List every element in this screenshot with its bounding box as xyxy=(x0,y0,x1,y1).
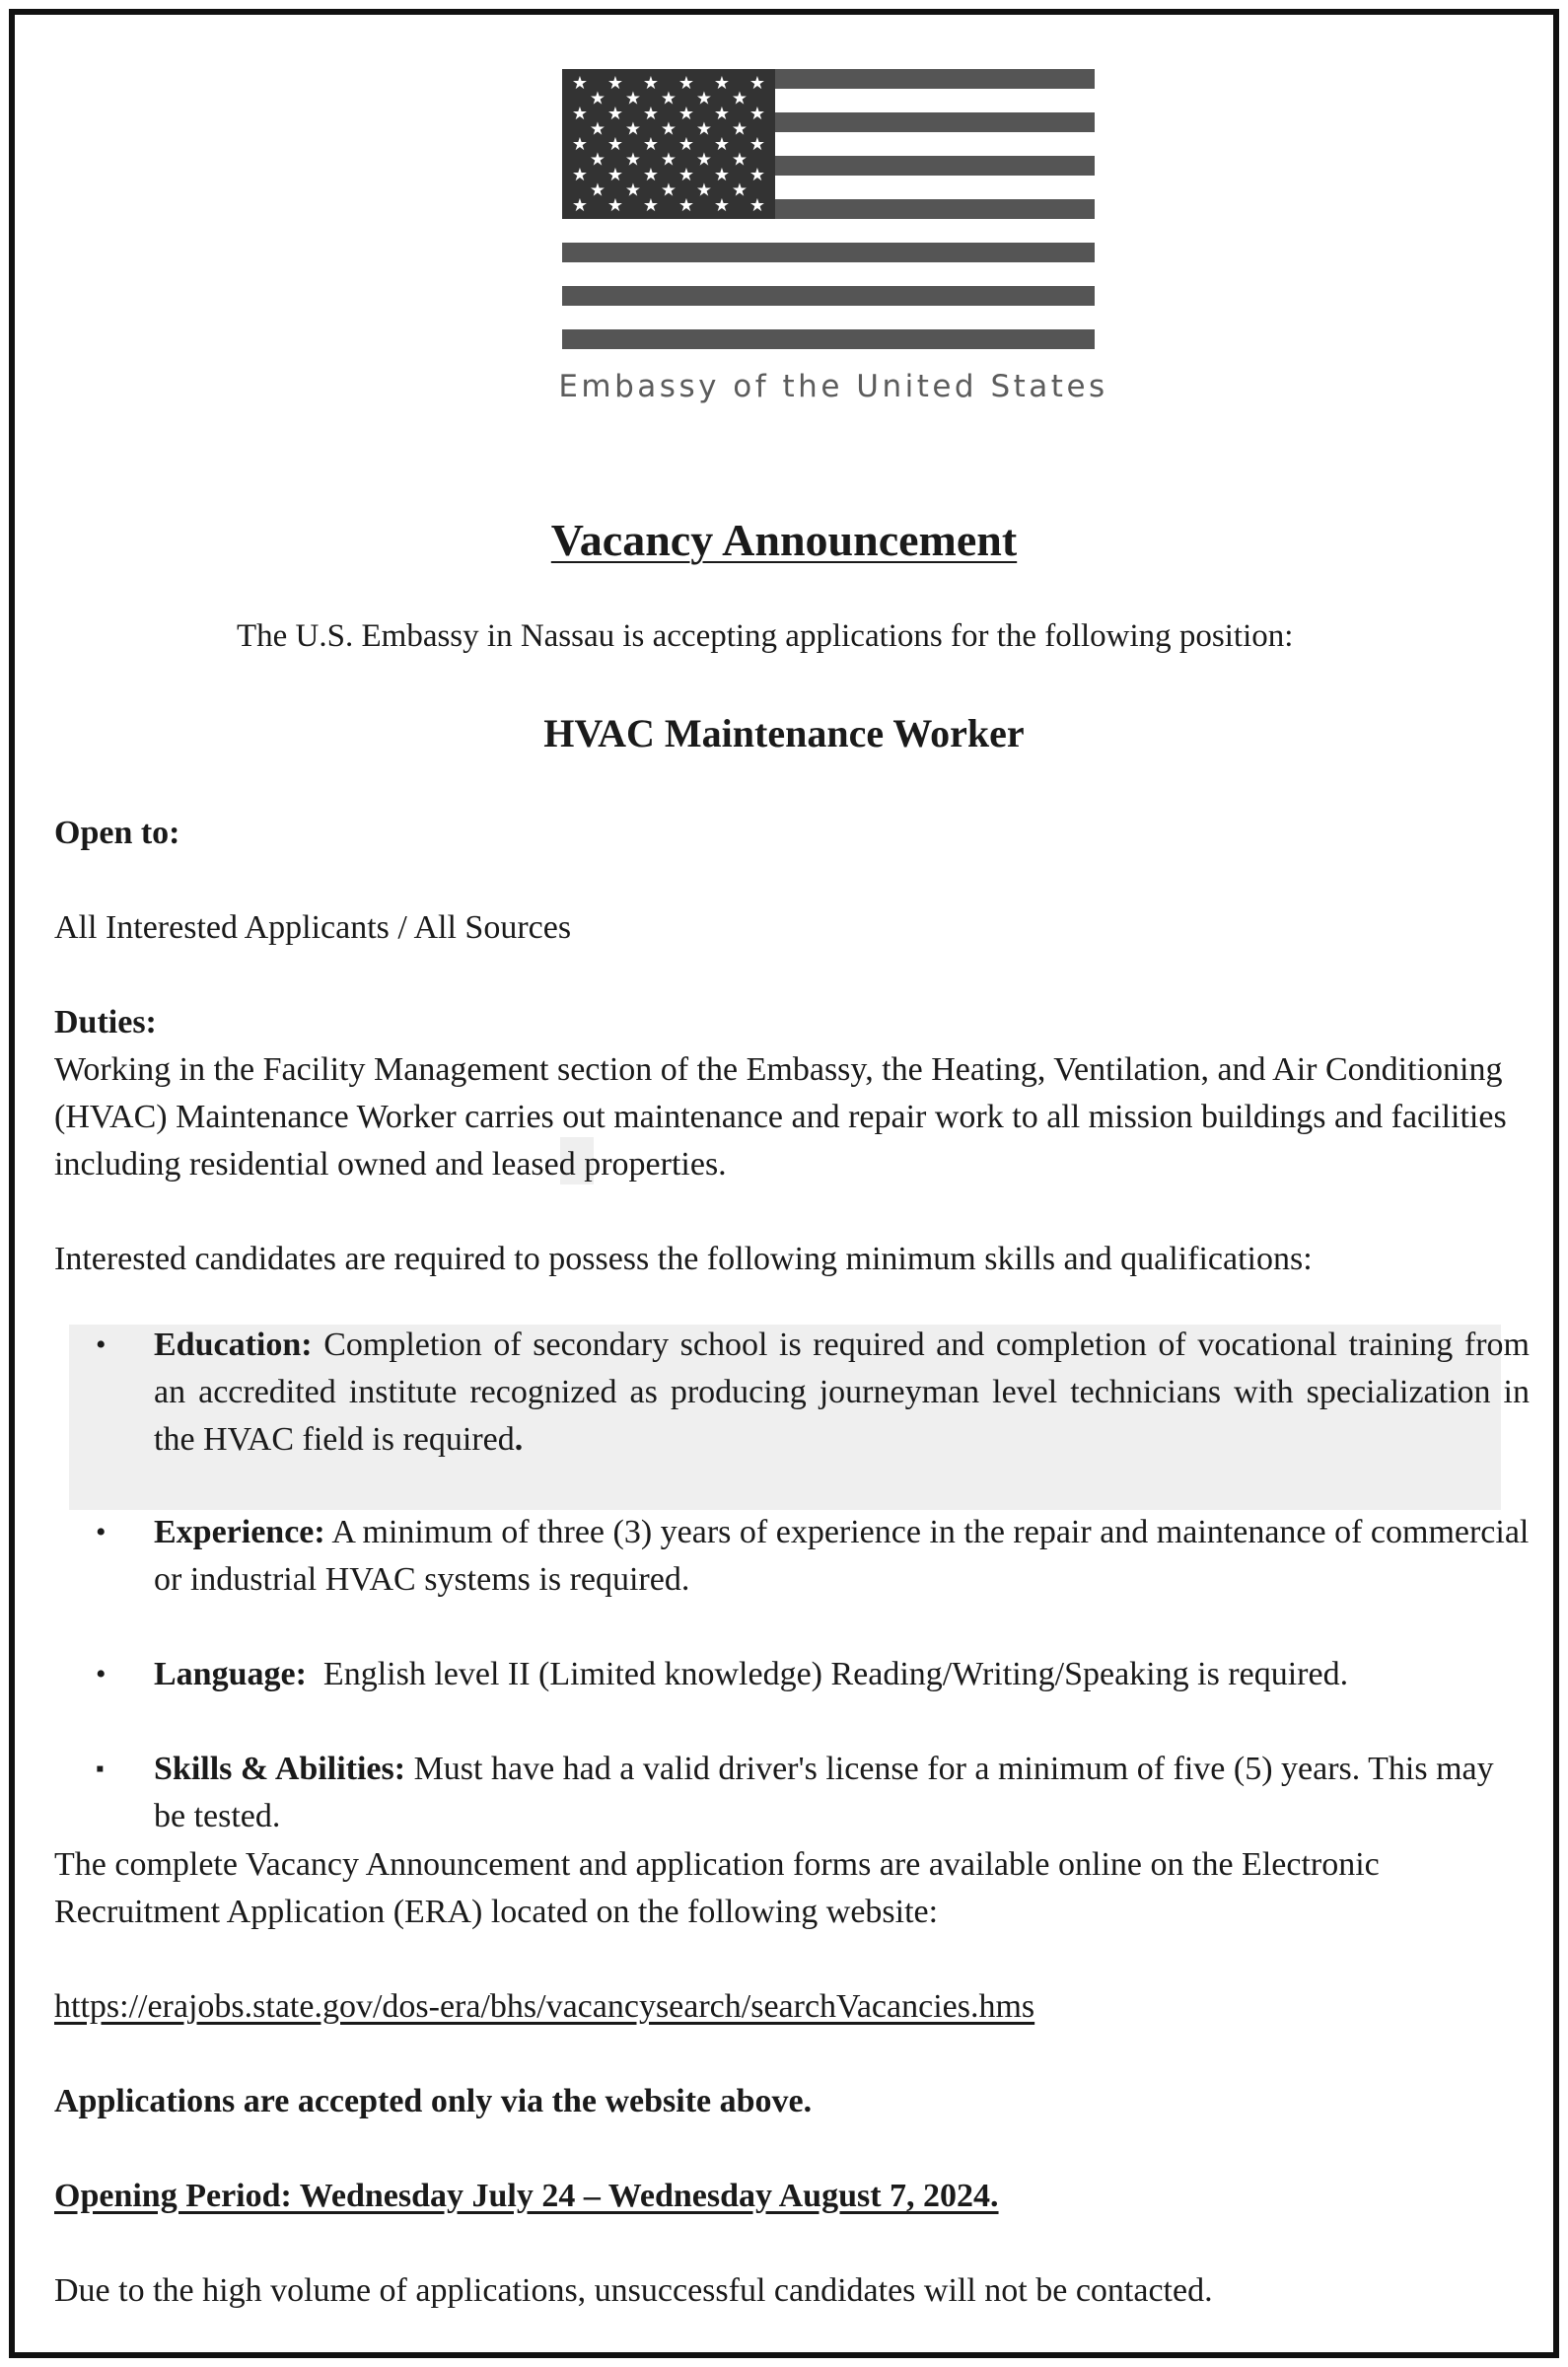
flag-star: ★ xyxy=(642,104,660,124)
flag-star: ★ xyxy=(731,88,748,109)
era-info-text: The complete Vacancy Announcement and application forms are available online on the Electronic Recruitment Application (ERA) located on the following website: xyxy=(54,1846,1380,1930)
flag-star: ★ xyxy=(624,118,642,140)
flag-star: ★ xyxy=(589,179,606,201)
language-label: Language: xyxy=(154,1656,307,1692)
flag-star: ★ xyxy=(624,88,642,109)
intro-text: The U.S. Embassy in Nassau is accepting applications for the following position: xyxy=(237,618,1294,654)
duties-text: Working in the Facility Management section of the Embassy, the Heating, Ventilation, and Air Conditioning (HVAC) Maintenance Worker carries out maintenance and repair work to all mission buildings and facilities including residential owned and leased properties. xyxy=(54,1051,1507,1183)
flag-star: ★ xyxy=(571,104,589,124)
education-suffix: . xyxy=(514,1421,524,1458)
language-body: English level II (Limited knowledge) Reading/Writing/Speaking is required. xyxy=(306,1656,1349,1692)
skills-text xyxy=(154,1746,1530,1840)
opening-period: Opening Period: Wednesday July 24 – Wednesday August 7, 2024. xyxy=(54,2178,999,2214)
flag-star: ★ xyxy=(713,104,731,124)
flag-star: ★ xyxy=(660,118,677,140)
flag-star: ★ xyxy=(642,195,660,216)
education-label: Education: xyxy=(154,1327,313,1363)
open-to-label: Open to: xyxy=(54,815,180,851)
flag-star: ★ xyxy=(606,134,624,155)
flag-star: ★ xyxy=(589,149,606,171)
page-title: Vacancy Announcement xyxy=(550,515,1018,565)
flag-star: ★ xyxy=(571,73,589,94)
flag-star: ★ xyxy=(624,149,642,171)
experience-label: Experience: xyxy=(154,1514,325,1550)
flag-star: ★ xyxy=(642,73,660,94)
flag-star: ★ xyxy=(677,73,695,94)
flag-star: ★ xyxy=(748,104,766,124)
flag-star: ★ xyxy=(748,73,766,94)
flag-star: ★ xyxy=(748,195,766,216)
flag-star: ★ xyxy=(606,195,624,216)
qualifications-intro: Interested candidates are required to possess the following minimum skills and qualifications: xyxy=(54,1241,1313,1277)
flag-star: ★ xyxy=(660,179,677,201)
flag-star: ★ xyxy=(589,88,606,109)
flag-star: ★ xyxy=(589,118,606,140)
flag-star: ★ xyxy=(695,118,713,140)
bullet-icon: • xyxy=(96,1328,107,1361)
experience-text xyxy=(154,1509,1530,1604)
flag-star: ★ xyxy=(731,149,748,171)
flag-star: ★ xyxy=(642,165,660,185)
flag-star: ★ xyxy=(677,195,695,216)
us-flag-icon xyxy=(562,69,1095,355)
flag-star: ★ xyxy=(624,179,642,201)
flag-star: ★ xyxy=(713,195,731,216)
skills-label: Skills & Abilities: xyxy=(154,1751,406,1787)
flag-star: ★ xyxy=(731,118,748,140)
flag-star: ★ xyxy=(660,149,677,171)
square-bullet-icon: ▪ xyxy=(96,1757,105,1782)
duties-label: Duties: xyxy=(54,1004,157,1040)
skills-body: Must have had a valid driver's license for a minimum of five (5) years. This may be tested. xyxy=(154,1751,1494,1834)
flag-star: ★ xyxy=(695,179,713,201)
flag-star: ★ xyxy=(677,165,695,185)
document-frame xyxy=(9,9,1559,2358)
flag-star: ★ xyxy=(606,165,624,185)
vacancy-document xyxy=(15,15,1553,2352)
flag-star: ★ xyxy=(571,134,589,155)
flag-star: ★ xyxy=(748,134,766,155)
flag-star: ★ xyxy=(695,88,713,109)
flag-star: ★ xyxy=(660,88,677,109)
flag-star: ★ xyxy=(713,134,731,155)
flag-star: ★ xyxy=(731,179,748,201)
flag-star: ★ xyxy=(748,165,766,185)
education-body: Completion of secondary school is required and completion of vocational training from an accredited institute recognized as producing journeyman level technicians with specialization in the HVAC field is required xyxy=(154,1327,1530,1458)
flag-star: ★ xyxy=(677,104,695,124)
flag-star: ★ xyxy=(713,165,731,185)
flag-star: ★ xyxy=(571,195,589,216)
embassy-seal xyxy=(547,69,1108,424)
language-text xyxy=(154,1651,1530,1698)
seal-caption: Embassy of the United States xyxy=(558,369,1108,404)
flag-star: ★ xyxy=(606,104,624,124)
flag-star: ★ xyxy=(695,149,713,171)
position-title: HVAC Maintenance Worker xyxy=(543,711,1025,755)
flag-star: ★ xyxy=(606,73,624,94)
bullet-icon: • xyxy=(96,1516,107,1548)
footer-note: Due to the high volume of applications, unsuccessful candidates will not be contacted. xyxy=(54,2272,1213,2309)
education-text xyxy=(154,1322,1530,1464)
flag-star: ★ xyxy=(713,73,731,94)
experience-body: A minimum of three (3) years of experience in the repair and maintenance of commercial or industrial HVAC systems is required. xyxy=(154,1514,1530,1598)
applications-note: Applications are accepted only via the website above. xyxy=(54,2083,813,2119)
flag-star: ★ xyxy=(677,134,695,155)
bullet-icon: • xyxy=(96,1658,107,1690)
flag-star: ★ xyxy=(571,165,589,185)
era-website-link[interactable]: https://erajobs.state.gov/dos-era/bhs/vacancysearch/searchVacancies.hms xyxy=(54,1988,1035,2025)
flag-star: ★ xyxy=(642,134,660,155)
open-to-value: All Interested Applicants / All Sources xyxy=(54,909,572,946)
